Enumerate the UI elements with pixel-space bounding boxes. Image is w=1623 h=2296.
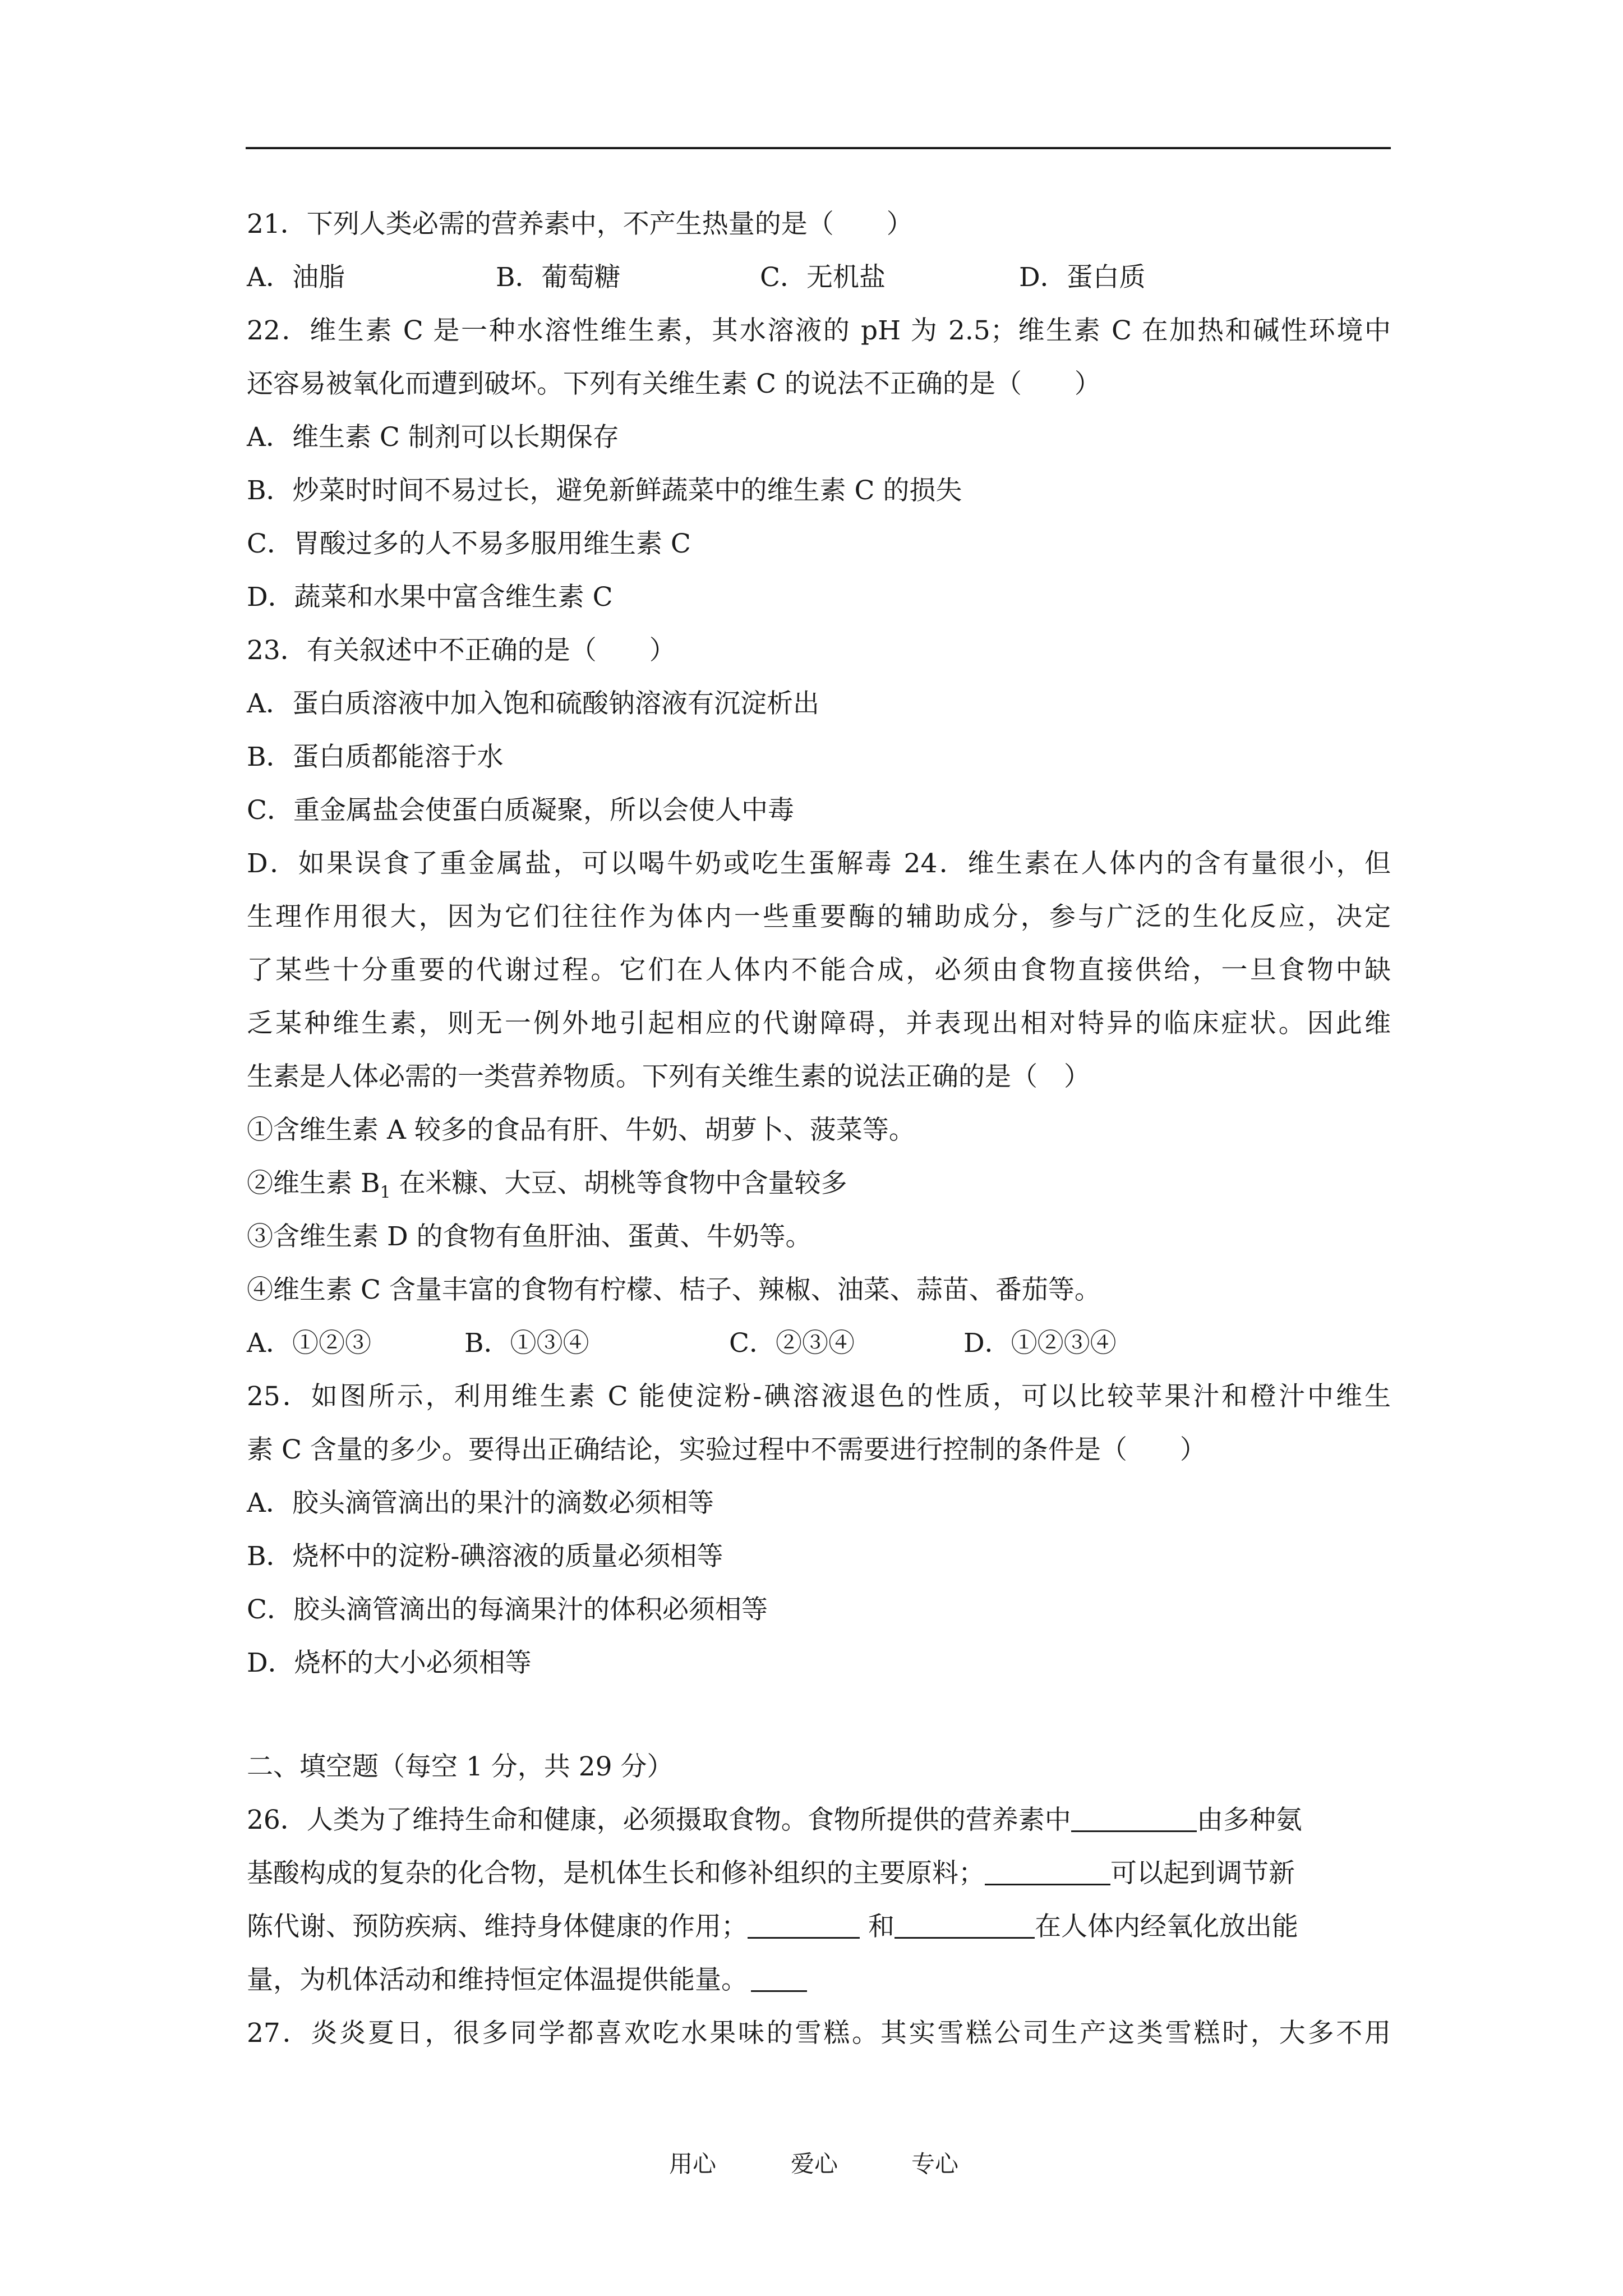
q24-option-d: D．①②③④	[963, 1328, 1117, 1359]
q21-option-a: A．油脂	[247, 262, 345, 293]
q26-line4-text: 量，为机体活动和维持恒定体温提供能量。	[247, 1964, 748, 1995]
q23-option-b: B．蛋白质都能溶于水	[247, 742, 504, 772]
q21-option-b: B．葡萄糖	[496, 262, 621, 293]
q22-stem-line2: 还容易被氧化而遭到破坏。下列有关维生素 C 的说法不正确的是（ ）	[247, 369, 1101, 399]
q26-blank-3	[748, 1910, 860, 1939]
q26-line1	[247, 1802, 1302, 1838]
q22-stem-line1: 22．维生素 C 是一种水溶性维生素，其水溶液的 pH 为 2.5；维生素 C 在加热和碱性环境中	[247, 315, 1391, 346]
q24-stem-line4: 生素是人体必需的一类营养物质。下列有关维生素的说法正确的是（ ）	[247, 1061, 1090, 1092]
q21-stem: 21．下列人类必需的营养素中，不产生热量的是（ ）	[247, 209, 913, 240]
q26-line2	[247, 1856, 1295, 1892]
section-2-title: 二、填空题（每空 1 分，共 29 分）	[247, 1751, 674, 1782]
q24-stem-line1: 生理作用很大，因为它们往往作为体内一些重要酶的辅助成分，参与广泛的生化反应，决定	[247, 901, 1391, 932]
q25-stem-line1: 25．如图所示，利用维生素 C 能使淀粉-碘溶液退色的性质，可以比较苹果汁和橙汁中维生	[247, 1381, 1391, 1412]
q21-option-d: D．蛋白质	[1019, 262, 1146, 293]
q23-option-a: A．蛋白质溶液中加入饱和硫酸钠溶液有沉淀析出	[247, 688, 819, 719]
q27-stem-line1: 27．炎炎夏日，很多同学都喜欢吃水果味的雪糕。其实雪糕公司生产这类雪糕时，大多不用	[247, 2018, 1391, 2049]
q26-blank-2	[985, 1857, 1110, 1885]
q24-item-1: ①含维生素 A 较多的食品有肝、牛奶、胡萝卜、菠菜等。	[247, 1115, 915, 1145]
q25-option-a: A．胶头滴管滴出的果汁的滴数必须相等	[247, 1488, 714, 1519]
q26-blank-1	[1071, 1803, 1197, 1832]
header-rule	[246, 147, 1391, 149]
q25-option-b: B．烧杯中的淀粉-碘溶液的质量必须相等	[247, 1541, 723, 1572]
q24-item-4: ④维生素 C 含量丰富的食物有柠檬、桔子、辣椒、油菜、蒜苗、番茄等。	[247, 1274, 1101, 1305]
q26-line2-text-b: 可以起到调节新	[1110, 1858, 1295, 1889]
q26-line3-text-b: 和	[860, 1911, 895, 1942]
q24-option-b: B．①③④	[464, 1328, 589, 1359]
q24-stem-line3: 乏某种维生素，则无一例外地引起相应的代谢障碍，并表现出相对特异的临床症状。因此维	[247, 1008, 1391, 1039]
q23-option-d: D．如果误食了重金属盐，可以喝牛奶或吃生蛋解毒 24．维生素在人体内的含有量很小，但	[247, 848, 1391, 879]
q22-option-b: B．炒菜时时间不易过长，避免新鲜蔬菜中的维生素 C 的损失	[247, 475, 962, 506]
q22-option-a: A．维生素 C 制剂可以长期保存	[247, 422, 619, 453]
footer-text-3: 专心	[911, 2150, 959, 2178]
q24-option-c: C．②③④	[729, 1328, 855, 1359]
q26-line1-text-a: 26．人类为了维持生命和健康，必须摄取食物。食物所提供的营养素中	[247, 1805, 1071, 1835]
q22-option-d: D．蔬菜和水果中富含维生素 C	[247, 582, 613, 613]
q26-line3-text-c: 在人体内经氧化放出能	[1034, 1911, 1298, 1942]
q25-option-d: D．烧杯的大小必须相等	[247, 1648, 532, 1678]
q23-option-c: C．重金属盐会使蛋白质凝聚，所以会使人中毒	[247, 795, 794, 826]
q26-blank-5	[751, 1963, 807, 1992]
q26-line3	[247, 1909, 1298, 1945]
q26-line3-text-a: 陈代谢、预防疾病、维持身体健康的作用；	[247, 1911, 748, 1942]
q25-stem-line2: 素 C 含量的多少。要得出正确结论，实验过程中不需要进行控制的条件是（ ）	[247, 1434, 1206, 1465]
q26-line4	[247, 1962, 807, 1998]
q24-item-2-post: 在米糠、大豆、胡桃等食物中含量较多	[390, 1168, 847, 1199]
q24-option-a: A．①②③	[247, 1328, 371, 1359]
q26-line1-text-b: 由多种氨	[1196, 1805, 1302, 1835]
footer-text-2: 爱心	[791, 2150, 838, 2178]
q24-stem-line2: 了某些十分重要的代谢过程。它们在人体内不能合成，必须由食物直接供给，一旦食物中缺	[247, 955, 1391, 986]
q22-option-c: C．胃酸过多的人不易多服用维生素 C	[247, 528, 691, 559]
q23-stem: 23．有关叙述中不正确的是（ ）	[247, 635, 676, 666]
q24-item-3: ③含维生素 D 的食物有鱼肝油、蛋黄、牛奶等。	[247, 1221, 812, 1252]
q26-blank-4	[895, 1910, 1035, 1939]
q24-item-2-subscript: 1	[380, 1182, 391, 1203]
q24-item-2-pre: ②维生素 B	[247, 1168, 380, 1199]
q21-option-c: C．无机盐	[760, 262, 886, 293]
q26-line2-text-a: 基酸构成的复杂的化合物，是机体生长和修补组织的主要原料；	[247, 1858, 985, 1889]
footer-text-1: 用心	[669, 2150, 717, 2178]
q25-option-c: C．胶头滴管滴出的每滴果汁的体积必须相等	[247, 1594, 768, 1625]
q24-item-2	[247, 1166, 847, 1211]
